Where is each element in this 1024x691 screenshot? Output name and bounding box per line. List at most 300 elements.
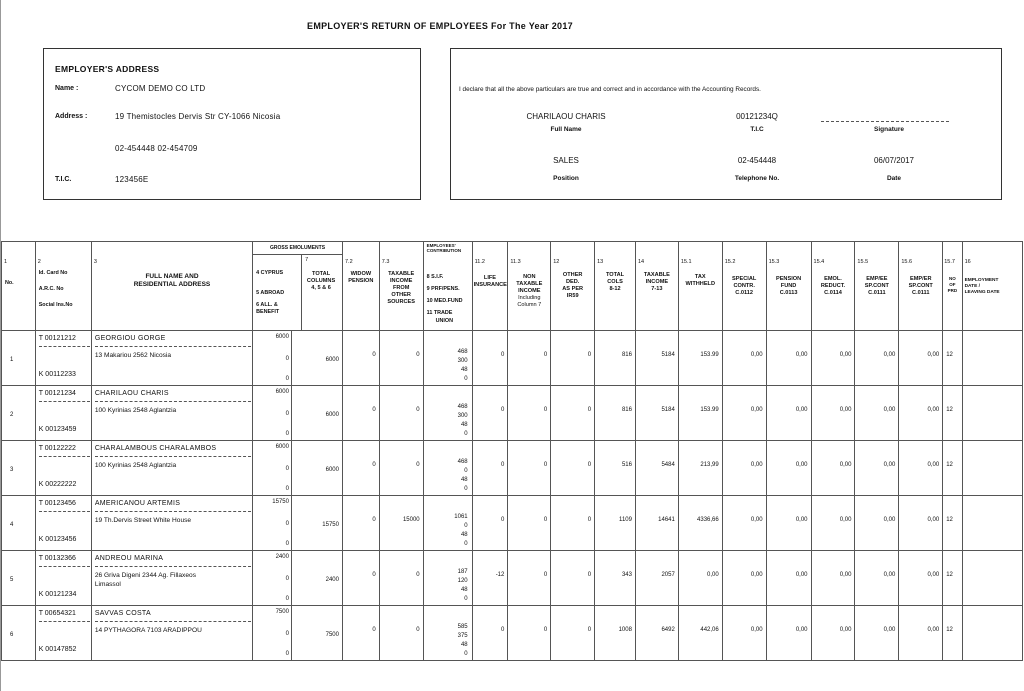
widow-pension: 0 [372,517,376,523]
arc-no: K 00222222 [38,481,77,488]
col-num: 11.3 [510,259,521,265]
gross-benefit: 0 [285,431,289,437]
col-title: IR59 [566,293,579,299]
cell-widow [342,496,379,551]
cell-no [2,496,36,551]
contr-sif: 585 [457,624,468,630]
contr-prf: 300 [457,413,468,419]
cell-contributions [423,496,472,551]
id-card-no: T 00121234 [38,390,76,397]
taxable-income: 5184 [661,407,675,413]
cell-emper [899,496,943,551]
tax-withheld: 213,99 [700,462,719,468]
address-line: 19 Th.Dervis Street White House [94,517,192,524]
header-special-contr [722,242,766,331]
gross-divider [301,254,302,330]
life-insurance: 0 [501,462,505,468]
header-empee-spcont [855,242,899,331]
cell-taxable [635,551,678,606]
no-of-periods: 12 [946,627,953,633]
cell-taxable [635,606,678,661]
gross-abroad: 0 [285,631,289,637]
gross-cyprus: 6000 [275,444,289,450]
gross-cyprus: 6000 [275,334,289,340]
cell-no [2,551,36,606]
life-insurance: 0 [501,352,505,358]
col-title: EMPLOYMENT [964,278,999,283]
row-dash [95,401,251,402]
col-num: 15.1 [680,259,692,265]
cell-name [91,441,252,496]
col-title: INCOME [518,288,541,294]
cell-tax [678,441,722,496]
contr-prf: 300 [457,358,468,364]
no-of-periods: 12 [946,352,953,358]
cell-pension [766,496,811,551]
employee-name: SAVVAS COSTA [94,610,151,617]
cell-name [91,606,252,661]
cell-total [291,331,342,386]
cell-emol [811,496,855,551]
total-emoluments: 6000 [325,467,339,473]
cell-taxable [635,441,678,496]
header-name [91,242,252,331]
other-ded: 0 [587,407,592,413]
cell-gross [253,331,292,386]
widow-pension: 0 [372,462,376,468]
emper-spcont: 0,00 [927,572,940,578]
col-title: LIFE [483,275,497,281]
taxable-income: 5184 [661,352,675,358]
col-title: 6 ALL. & [256,302,278,308]
cell-contributions [423,331,472,386]
contr-sif: 187 [457,569,468,575]
total-emoluments: 2400 [325,577,339,583]
total-emoluments: 6000 [325,412,339,418]
emol-reduct: 0,00 [839,407,852,413]
tax-withheld: 153.99 [700,407,719,413]
taxable-income: 5484 [661,462,675,468]
signature-line [821,121,949,122]
cell-no [2,386,36,441]
cell-id [35,551,91,606]
cell-pension [766,441,811,496]
table-row [2,496,1023,551]
cell-gross [253,551,292,606]
address-line: 26 Griva Digeni 2344 Ag. Fillaxeos [94,572,196,579]
cell-employment-date [962,441,1022,496]
total-8-12: 343 [621,572,632,578]
col-num: 7 [305,257,309,263]
col-title: 8-12 [609,286,621,292]
col-num: 2 [37,259,41,265]
other-ded: 0 [587,572,592,578]
col-num: 15.4 [813,259,825,265]
other-sources: 0 [416,352,420,358]
cell-non-taxable [508,441,551,496]
col-num: 14 [637,259,645,265]
table-row [2,331,1023,386]
header-no [2,242,36,331]
contr-prf: 0 [464,523,468,529]
cell-employment-date [962,496,1022,551]
emper-spcont: 0,00 [927,407,940,413]
row-dash [39,401,90,402]
cell-taxable [635,496,678,551]
cell-empee [855,551,899,606]
cell-emol [811,331,855,386]
row-number: 1 [10,357,14,363]
col-title: EMP/ER [910,276,932,282]
cell-empee [855,386,899,441]
tax-withheld: 0,00 [707,572,719,578]
col-title: Social Ins.No [38,302,73,308]
empee-spcont: 0,00 [883,462,896,468]
cell-pension [766,606,811,661]
pension-fund: 0,00 [795,517,808,523]
gross-benefit: 0 [285,376,289,382]
employee-name: CHARALAMBOUS CHARALAMBOS [94,445,217,452]
emper-spcont: 0,00 [927,627,940,633]
report-title: EMPLOYER'S RETURN OF EMPLOYEES For The Year 2017 [307,21,573,31]
employee-name: CHARILAOU CHARIS [94,390,169,397]
cell-special [722,606,766,661]
declaration-box [450,48,1002,200]
address-line: 14 PYTHAGORA 7103 ARADIPPOU [94,627,202,634]
non-taxable: 0 [543,352,548,358]
employee-address [95,516,191,525]
cell-total [291,496,342,551]
total-8-12: 816 [621,352,632,358]
col-title: C.0113 [779,290,798,296]
cell-tax [678,331,722,386]
other-ded: 0 [587,627,592,633]
special-contr: 0,00 [750,462,763,468]
cell-id [35,331,91,386]
col-title: NON [523,274,536,280]
cell-other-ded [551,496,595,551]
id-card-no: T 00122222 [38,445,76,452]
no-of-periods: 12 [946,462,953,468]
arc-no: K 00123456 [38,536,77,543]
col-title: No. [5,280,14,286]
gross-abroad: 0 [285,411,289,417]
empee-spcont: 0,00 [883,407,896,413]
cell-special [722,331,766,386]
header-life [472,242,508,331]
taxable-income: 14641 [658,517,675,523]
tax-withheld: 442,06 [700,627,719,633]
id-card-no: T 00123456 [38,500,76,507]
taxable-income: 6492 [661,627,675,633]
id-card-no: T 00132366 [38,555,76,562]
employer-address-label: Address : [55,113,88,120]
other-sources: 0 [416,407,420,413]
employee-address [95,461,176,470]
cell-life [472,386,508,441]
row-dash [95,621,251,622]
life-insurance: 0 [501,517,505,523]
cell-contributions [423,441,472,496]
cell-emper [899,441,943,496]
row-dash [95,456,251,457]
cell-special [722,551,766,606]
col-title: RESIDENTIAL ADDRESS [133,281,211,288]
cell-pension [766,551,811,606]
cell-no [2,606,36,661]
total-8-12: 1008 [618,627,632,633]
cell-id [35,441,91,496]
emper-spcont: 0,00 [927,517,940,523]
cell-widow [342,551,379,606]
employer-tic-label: T.I.C. [55,176,72,183]
special-contr: 0,00 [750,627,763,633]
cell-other-sources [379,496,423,551]
contr-union: 0 [464,541,468,547]
other-ded: 0 [587,517,592,523]
contr-sif: 468 [457,459,468,465]
employer-name-label: Name : [55,85,79,92]
cell-special [722,441,766,496]
non-taxable: 0 [543,407,548,413]
gross-benefit: 0 [285,651,289,657]
gross-benefit: 0 [285,596,289,602]
cell-emol [811,386,855,441]
contr-union: 0 [464,486,468,492]
empee-spcont: 0,00 [883,517,896,523]
pension-fund: 0,00 [795,462,808,468]
cell-prd [943,441,962,496]
col-title: OTHER [391,292,411,298]
employee-address [95,571,196,589]
col-title: INSURANCE [473,282,507,288]
gross-abroad: 0 [285,521,289,527]
cell-life [472,551,508,606]
employer-tic: 123456E [115,175,149,184]
employer-phones: 02-454448 02-454709 [115,144,198,153]
row-dash [95,346,251,347]
cell-widow [342,441,379,496]
cell-employment-date [962,606,1022,661]
header-tax-withheld [678,242,722,331]
col-title: TOTAL [312,271,331,277]
col-title: INCOME [389,278,413,284]
col-title: Including [518,295,541,301]
cell-total [291,441,342,496]
contr-med: 48 [460,532,468,538]
cell-employment-date [962,386,1022,441]
address-line: 100 Kyrinias 2548 Aglantzia [94,462,177,469]
cell-employment-date [962,331,1022,386]
emol-reduct: 0,00 [839,462,852,468]
declaration-date: 06/07/2017 [873,156,915,165]
contr-sif: 468 [457,349,468,355]
cell-total [291,606,342,661]
total-8-12: 816 [621,407,632,413]
no-of-periods: 12 [946,517,953,523]
table-row [2,386,1023,441]
non-taxable: 0 [543,517,548,523]
cell-no [2,331,36,386]
col-title: SOURCES [387,299,416,305]
col-title: 8 S.I.F. [426,274,444,280]
position-label: Position [553,175,579,182]
employees-table [1,241,1023,661]
cell-empee [855,331,899,386]
cell-other-sources [379,551,423,606]
cell-id [35,386,91,441]
gross-abroad: 0 [285,466,289,472]
cell-emper [899,551,943,606]
cell-other-sources [379,386,423,441]
emol-reduct: 0,00 [839,352,852,358]
col-title: REDUCT. [820,283,846,289]
contr-union: 0 [464,431,468,437]
total-emoluments: 6000 [325,357,339,363]
cell-taxable [635,386,678,441]
cell-emol [811,551,855,606]
life-insurance: 0 [501,627,505,633]
col-title: C.0111 [868,290,886,296]
cell-non-taxable [508,496,551,551]
cell-name [91,496,252,551]
col-title: AS PER [562,286,584,292]
col-title: COLUMNS [306,278,336,284]
cell-life [472,441,508,496]
contr-med: 48 [460,367,468,373]
total-emoluments: 15750 [322,522,339,528]
empee-spcont: 0,00 [883,352,896,358]
header-widow [342,242,379,331]
date-label: Date [886,175,902,182]
arc-no: K 00121234 [38,591,77,598]
col-title: CONTR. [733,283,755,289]
row-dash [39,511,90,512]
col-title: 4, 5 & 6 [311,285,331,291]
cell-other-ded [551,606,595,661]
life-insurance: -12 [495,572,505,578]
col-num: 1 [4,259,8,265]
cell-total [291,551,342,606]
cell-pension [766,386,811,441]
col-num: 11.2 [474,259,485,265]
gross-cyprus: 6000 [275,389,289,395]
col-title: PRD [947,288,958,293]
cell-non-taxable [508,331,551,386]
header-non-taxable [508,242,551,331]
cell-gross [253,496,292,551]
total-emoluments: 7500 [325,632,339,638]
employee-name: GEORGIOU GORGE [94,335,166,342]
empee-spcont: 0,00 [883,572,896,578]
cell-name [91,331,252,386]
cell-employment-date [962,551,1022,606]
col-num: 13 [597,259,604,265]
col-num: 15.2 [724,259,736,265]
gross-cyprus: 15750 [272,499,289,505]
row-number: 5 [10,577,14,583]
arc-no: K 00112233 [38,371,76,378]
cell-non-taxable [508,551,551,606]
pension-fund: 0,00 [795,627,808,633]
cell-pension [766,331,811,386]
gross-title: GROSS EMOLUMENTS [253,242,342,255]
id-card-no: T 00121212 [38,335,76,342]
header-emper-spcont [899,242,943,331]
pension-fund: 0,00 [795,407,808,413]
col-num: 16 [964,259,971,265]
cell-no [2,441,36,496]
cell-emol [811,606,855,661]
cell-total [291,386,342,441]
pension-fund: 0,00 [795,572,808,578]
col-title: OTHER [562,272,583,278]
col-num: 15.5 [857,259,869,265]
declaration-text: I declare that all the above particulars are true and correct and in accordance with the Accounting Records. [459,86,761,93]
gross-benefit: 0 [285,541,289,547]
header-id [35,242,91,331]
header-employment-date [962,242,1022,331]
cell-other-sources [379,331,423,386]
col-num: 12 [553,259,560,265]
contr-sif: 468 [457,404,468,410]
contr-med: 48 [460,642,468,648]
address-line: 100 Kyrinias 2548 Aglantzia [94,407,177,414]
col-title: 11 TRADE [426,310,453,316]
contr-med: 48 [460,587,468,593]
header-contributions [423,242,472,331]
other-sources: 0 [416,627,420,633]
col-title: BENEFIT [256,309,280,315]
cell-empee [855,441,899,496]
gross-abroad: 0 [285,356,289,362]
header-gross [253,242,343,331]
contr-union: 0 [464,651,468,657]
cell-life [472,496,508,551]
employer-address: 19 Themistocles Dervis Str CY-1066 Nicosia [115,112,281,121]
header-other-ded [551,242,595,331]
cell-emper [899,606,943,661]
tax-withheld: 153.99 [700,352,719,358]
col-title: TAX [694,274,706,280]
contr-prf: 375 [457,633,468,639]
total-8-12: 1109 [619,517,632,523]
col-title: FUND [780,283,797,289]
cell-prd [943,551,962,606]
cell-emol [811,441,855,496]
employer-heading: EMPLOYER'S ADDRESS [55,64,160,74]
header-other-sources [379,242,423,331]
col-title: 7-13 [651,286,663,292]
row-dash [95,511,251,512]
row-number: 2 [10,412,14,418]
cell-emper [899,386,943,441]
table-header-row [2,242,1023,331]
col-title: OF [949,282,956,287]
cell-total-ded [595,551,636,606]
contr-med: 48 [460,422,468,428]
other-sources: 15000 [402,517,420,523]
other-sources: 0 [416,572,420,578]
declarant-telephone: 02-454448 [737,156,777,165]
cell-total-ded [595,386,636,441]
cell-name [91,551,252,606]
employee-name: ANDREOU MARINA [94,555,164,562]
col-title: WIDOW [350,271,372,277]
cell-other-ded [551,441,595,496]
cell-contributions [423,606,472,661]
cell-tax [678,606,722,661]
